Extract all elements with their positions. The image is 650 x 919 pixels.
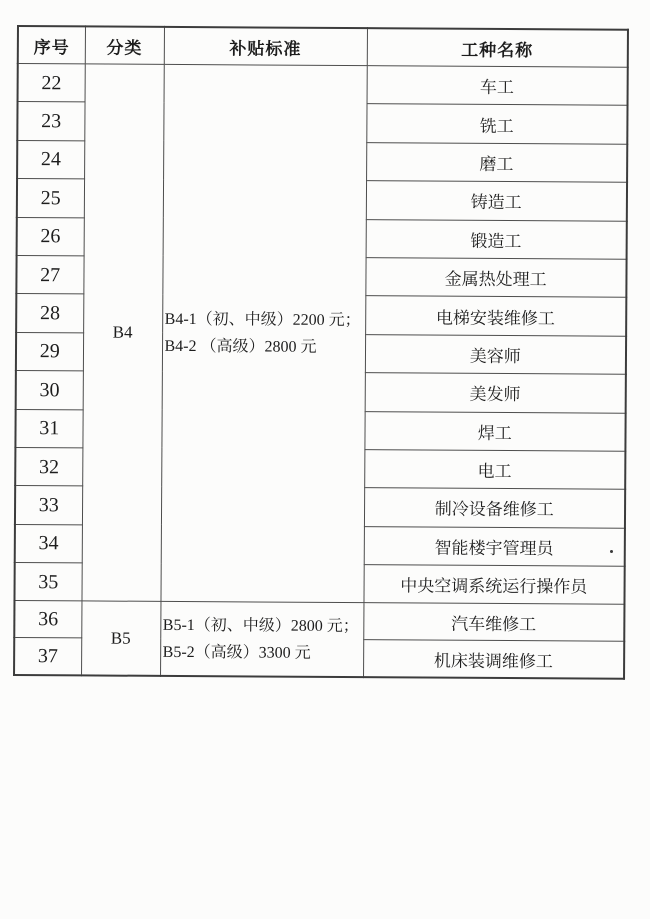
job-name-cell: 电工 (364, 450, 625, 490)
column-header-job-title: 工种名称 (367, 28, 628, 67)
serial-cell: 23 (17, 102, 84, 141)
job-name-cell: 车工 (367, 66, 628, 106)
subsidy-line: B5-2（高级）3300 元 (162, 643, 311, 662)
serial-cell: 36 (14, 601, 81, 638)
subsidy-line: B5-1（初、中级）2800 元； (162, 616, 359, 636)
table-row (14, 601, 624, 642)
job-name-cell: 机床装调维修工 (363, 640, 624, 679)
category-cell-b4: B4 (81, 64, 163, 602)
serial-cell: 24 (17, 140, 84, 179)
serial-cell: 32 (15, 447, 82, 486)
column-header-serial-number: 序号 (18, 26, 85, 64)
job-name-cell: 智能楼宇管理员 (364, 526, 625, 566)
serial-cell: 25 (17, 179, 84, 218)
serial-cell: 30 (16, 371, 83, 410)
job-name-cell: 美容师 (365, 334, 626, 374)
scan-speck-artifact (610, 550, 613, 553)
subsidy-cell-b5 (160, 602, 363, 678)
serial-cell: 28 (16, 294, 83, 333)
serial-cell: 27 (16, 255, 83, 294)
job-name-cell: 中央空调系统运行操作员 (363, 565, 624, 605)
job-name-cell: 铣工 (366, 104, 627, 144)
subsidy-standards-table (13, 25, 629, 680)
serial-cell: 34 (15, 524, 82, 563)
serial-cell: 29 (16, 332, 83, 371)
job-name-cell: 金属热处理工 (365, 258, 626, 298)
serial-cell: 35 (14, 563, 81, 602)
serial-cell: 33 (15, 486, 82, 525)
subsidy-line: B4-1（初、中级）2200 元； (164, 311, 361, 330)
column-header-subsidy-standard: 补贴标准 (164, 27, 367, 66)
header-row (18, 26, 628, 67)
job-name-cell: 制冷设备维修工 (364, 488, 625, 528)
job-name-cell: 电梯安装维修工 (365, 296, 626, 336)
serial-cell: 31 (15, 409, 82, 448)
subsidy-cell-b4 (160, 64, 366, 603)
category-cell-b5: B5 (81, 601, 160, 676)
serial-cell: 22 (18, 64, 85, 103)
subsidy-line: B4-2 （高级）2800 元 (164, 338, 317, 357)
job-name-cell: 焊工 (364, 411, 625, 451)
job-name-cell: 铸造工 (366, 181, 627, 221)
scanned-document-page (13, 25, 629, 680)
job-name-cell: 锻造工 (366, 219, 627, 259)
serial-cell: 37 (14, 638, 81, 676)
serial-cell: 26 (17, 217, 84, 256)
table-row (18, 64, 628, 106)
job-name-cell: 美发师 (365, 373, 626, 413)
job-name-cell: 磨工 (366, 142, 627, 182)
column-header-category: 分类 (85, 26, 164, 64)
job-name-cell: 汽车维修工 (363, 603, 624, 642)
